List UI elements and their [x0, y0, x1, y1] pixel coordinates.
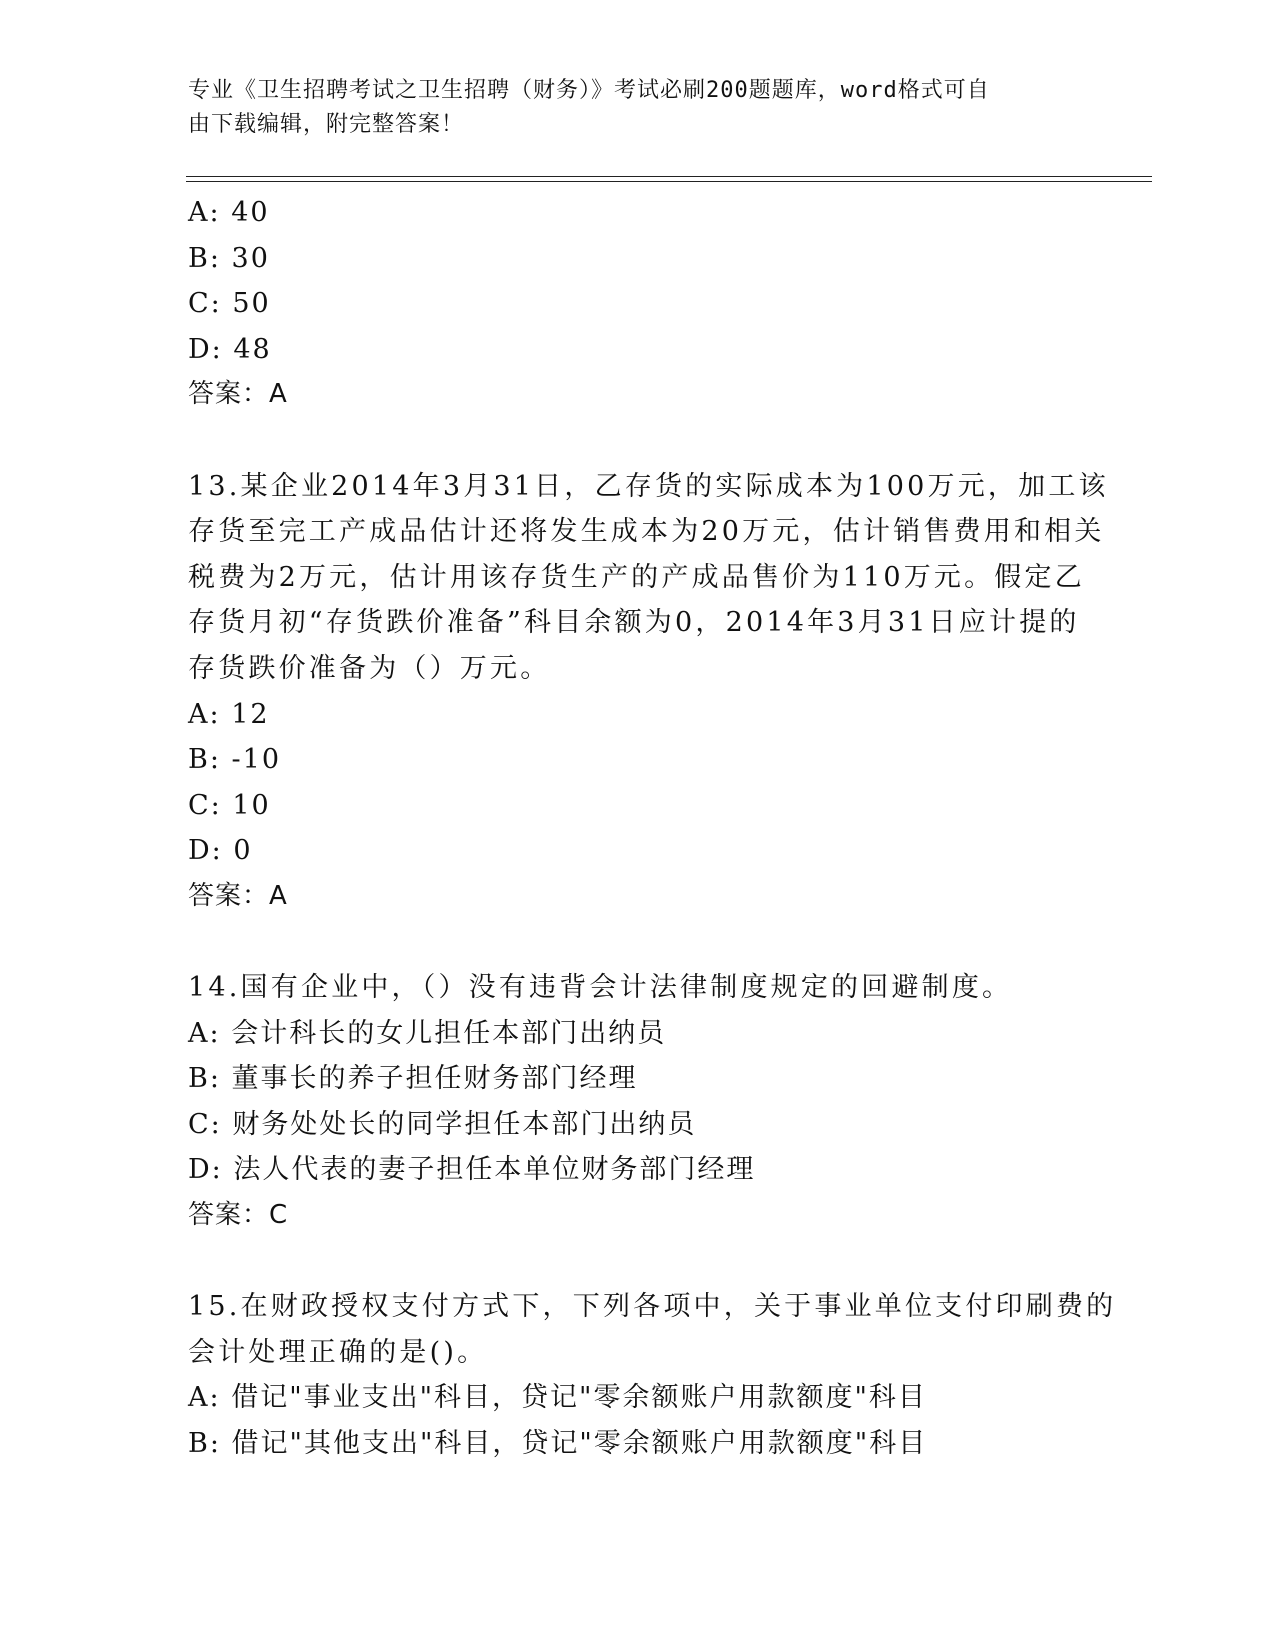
option-c: C: 财务处处长的同学担任本部门出纳员 [188, 1108, 697, 1140]
option-d: D: 法人代表的妻子担任本单位财务部门经理 [188, 1154, 756, 1186]
document-header [188, 74, 1068, 142]
option-d: D: 48 [188, 333, 272, 365]
question-text-line: 14.国有企业中，（）没有违背会计法律制度规定的回避制度。 [188, 972, 1013, 1004]
option-d: D: 0 [188, 835, 253, 867]
header-line-2: 由下载编辑，附完整答案！ [188, 112, 465, 137]
question-14 [188, 965, 1088, 1239]
option-a: A: 40 [188, 197, 270, 228]
question-text-line: 15.在财政授权支付方式下，下列各项中，关于事业单位支付印刷费的 [188, 1291, 1117, 1323]
option-b: B: 借记"其他支出"科目，贷记"零余额账户用款额度"科目 [188, 1428, 928, 1460]
question-text-line: 存货跌价准备为（）万元。 [188, 652, 551, 684]
option-b: B: -10 [188, 744, 282, 776]
header-line-1: 专业《卫生招聘考试之卫生招聘（财务）》考试必刷200题题库，word格式可自 [188, 78, 990, 103]
question-text-line: 税费为2万元，估计用该存货生产的产成品售价为110万元。假定乙 [188, 561, 1085, 593]
question-text-line: 会计处理正确的是()。 [188, 1336, 488, 1368]
question-12-continued [188, 190, 1088, 418]
header-divider-top [186, 176, 1152, 177]
answer: 答案：A [188, 880, 288, 911]
question-text-line: 13.某企业2014年3月31日，乙存货的实际成本为100万元，加工该 [188, 470, 1109, 502]
question-15 [188, 1284, 1117, 1466]
question-content [188, 190, 1117, 1467]
option-a: A: 12 [188, 698, 270, 730]
question-text-line: 存货月初“存货跌价准备”科目余额为0，2014年3月31日应计提的 [188, 607, 1080, 639]
header-divider-bottom [186, 181, 1152, 182]
option-b: B: 30 [188, 242, 270, 274]
option-a: A: 会计科长的女儿担任本部门出纳员 [188, 1017, 667, 1049]
option-a: A: 借记"事业支出"科目，贷记"零余额账户用款额度"科目 [188, 1382, 927, 1414]
option-c: C: 10 [188, 789, 271, 821]
answer: 答案：A [188, 379, 288, 410]
question-text-line: 存货至完工产成品估计还将发生成本为20万元，估计销售费用和相关 [188, 516, 1105, 548]
option-c: C: 50 [188, 288, 271, 320]
option-b: B: 董事长的养子担任财务部门经理 [188, 1063, 638, 1095]
answer: 答案：C [188, 1200, 289, 1231]
question-13 [188, 464, 1109, 920]
